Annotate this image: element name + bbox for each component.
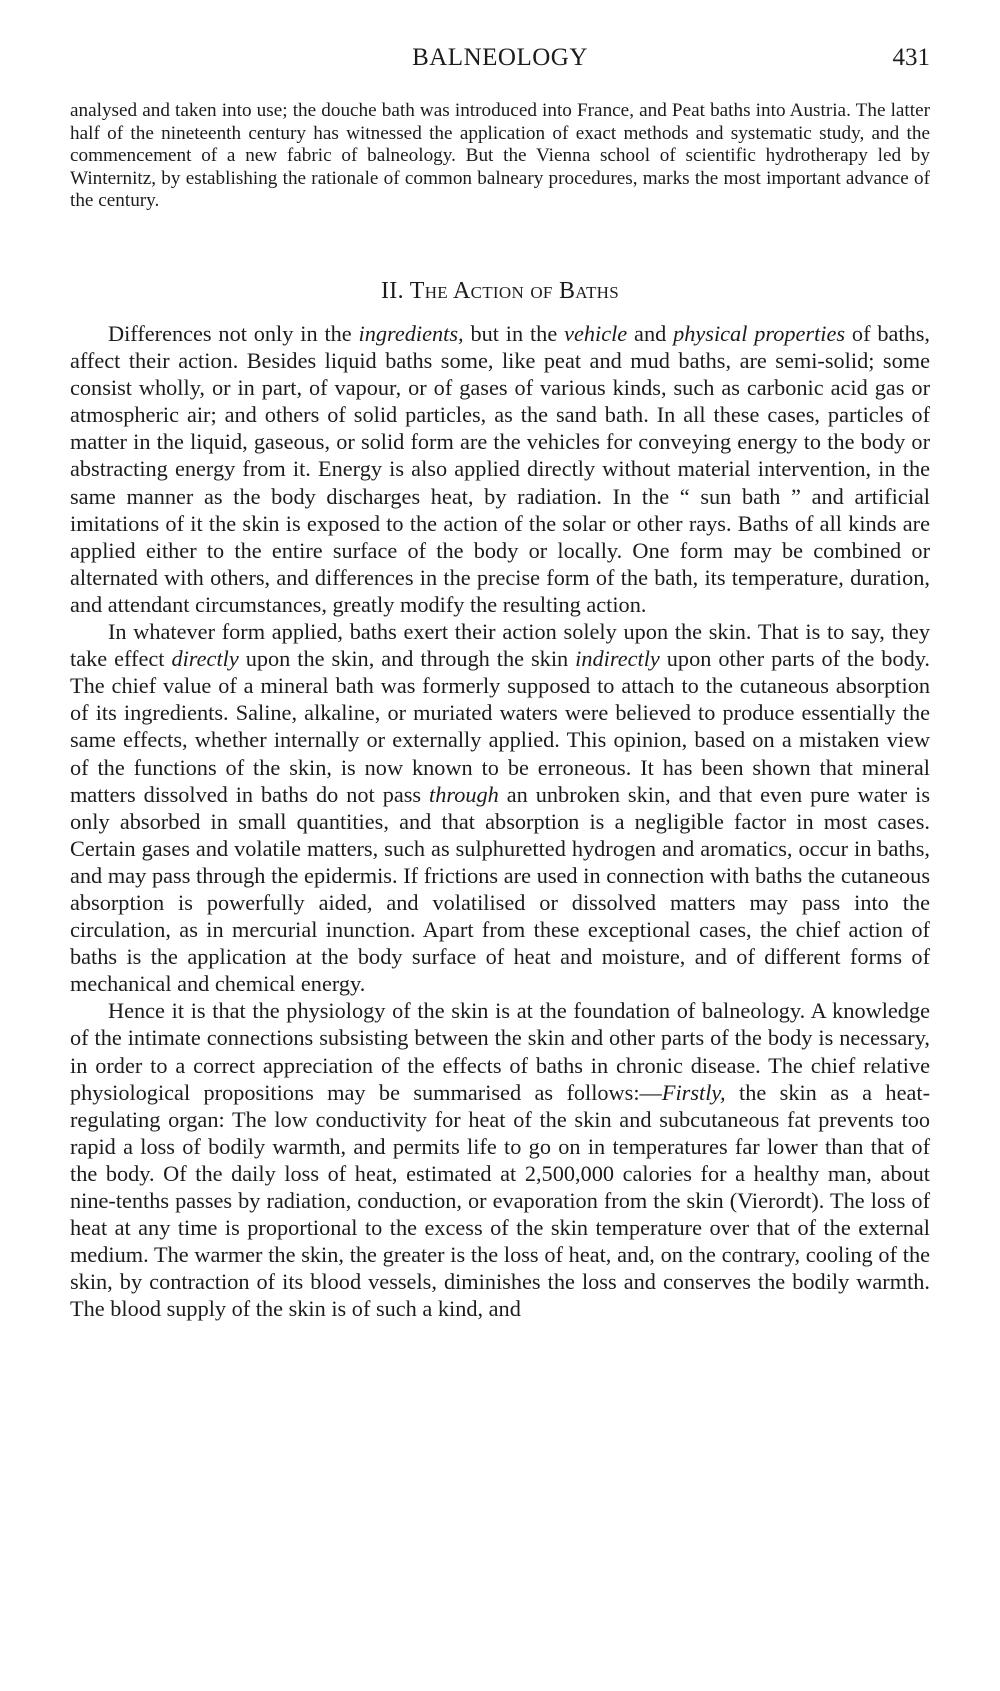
paragraph-1-text-3: and xyxy=(627,321,674,346)
paragraph-1-text-1: Differences not only in the xyxy=(108,321,359,346)
paragraph-1-italic-3: physical properties xyxy=(673,321,846,346)
main-text xyxy=(70,320,930,1322)
paragraph-2-text-1: In whatever form applied, baths exert their action solely upon the skin. That is to say, they take effect xyxy=(70,619,930,672)
paragraph-3 xyxy=(70,997,930,1322)
paragraph-1 xyxy=(70,320,930,618)
paragraph-1-text-4: of baths, affect their action. Besides liquid baths some, like peat and mud baths, are semi-solid; some consist wholly, or in part, of vapour, or of gases of various kinds, such as carbonic acid gas or atmospheric air; and others of solid particles, as the sand bath. In all these cases, particles of matter in the liquid, gaseous, or solid form are the vehicles for conveying energy to the body or abstracting energy from it. Energy is also applied directly without material intervention, in the same manner as the body discharges heat, by radiation. In the “ sun bath ” and artificial imitations of it the skin is exposed to the action of the solar or other rays. Baths of all kinds are applied either to the entire surface of the body or locally. One form may be combined or alternated with others, and differences in the precise form of the bath, its temperature, duration, and attendant circumstances, greatly modify the resulting action. xyxy=(70,321,930,617)
paragraph-2-text-3: upon other parts of the body. The chief value of a mineral bath was formerly supposed to attach to the cutaneous absorption of its ingredients. Saline, alkaline, or muriated waters were believed to produce essentially the same effects, whether internally or externally applied. This opinion, based on a mistaken view of the functions of the skin, is now known to be erroneous. It has been shown that mineral matters dissolved in baths do not pass xyxy=(70,646,930,807)
section-heading xyxy=(70,278,930,305)
intro-paragraph: analysed and taken into use; the douche bath was introduced into France, and Peat baths into Austria. The latter half of the nineteenth century has witnessed the application of exact methods and systematic study, and the commencement of a new fabric of balneology. But the Vienna school of scientific hydrotherapy led by Winternitz, by establishing the rationale of common balneary procedures, marks the most important advance of the century. xyxy=(70,100,930,212)
paragraph-2-italic-3: through xyxy=(429,781,499,807)
paragraph-2-text-2: upon the skin, and through the skin xyxy=(238,646,576,672)
paragraph-2-text-4: an unbroken skin, and that even pure water is only absorbed in small quantities, and that absorption is a negligible factor in most cases. Certain gases and volatile matters, such as sulphuretted hydrogen and aromatics, occur in baths, and may pass through the epidermis. If frictions are used in connection with baths the cutaneous absorption is powerfully aided, and volatilised or dissolved matters may pass into the circulation, as in mercurial inunction. Apart from these exceptional cases, the chief action of baths is the application at the body surface of heat and moisture, and of different forms of mechanical and chemical energy. xyxy=(70,781,930,997)
paragraph-3-italic-1: Firstly, xyxy=(661,1079,726,1105)
paragraph-1-italic-2: vehicle xyxy=(564,321,628,346)
paragraph-2 xyxy=(70,618,930,997)
running-head xyxy=(70,44,930,84)
page-number: 431 xyxy=(892,44,930,71)
running-title: BALNEOLOGY xyxy=(412,44,588,71)
section-title: The Action of Baths xyxy=(409,278,619,304)
paragraph-2-italic-2: indirectly xyxy=(575,646,660,672)
paragraph-3-text-2: the skin as a heat-regulating organ: The low conductivity for heat of the skin and subcutaneous fat prevents too rapid a loss of bodily warmth, and permits life to go on in temperatures far lower than that of the body. Of the daily loss of heat, estimated at 2,500,000 calories for a healthy man, about nine-tenths passes by radiation, conduction, or evaporation from the skin (Vierordt). The loss of heat at any time is proportional to the excess of the skin temperature over that of the external medium. The warmer the skin, the greater is the loss of heat, and, on the contrary, cooling of the skin, by contraction of its blood vessels, diminishes the loss and conserves the bodily warmth. The blood supply of the skin is of such a kind, and xyxy=(70,1079,930,1322)
paragraph-1-text-2: but in the xyxy=(463,321,565,346)
section-number: II. xyxy=(381,278,404,304)
paragraph-1-italic-1: ingredients, xyxy=(358,321,464,346)
paragraph-2-italic-1: directly xyxy=(171,646,239,672)
paragraph-3-text-1: Hence it is that the physiology of the skin is at the foundation of balneology. A knowledge of the intimate connections subsisting between the skin and other parts of the body is necessary, in order to a correct appreciation of the effects of baths in chronic disease. The chief relative physiological propositions may be summarised as follows:— xyxy=(70,998,930,1105)
